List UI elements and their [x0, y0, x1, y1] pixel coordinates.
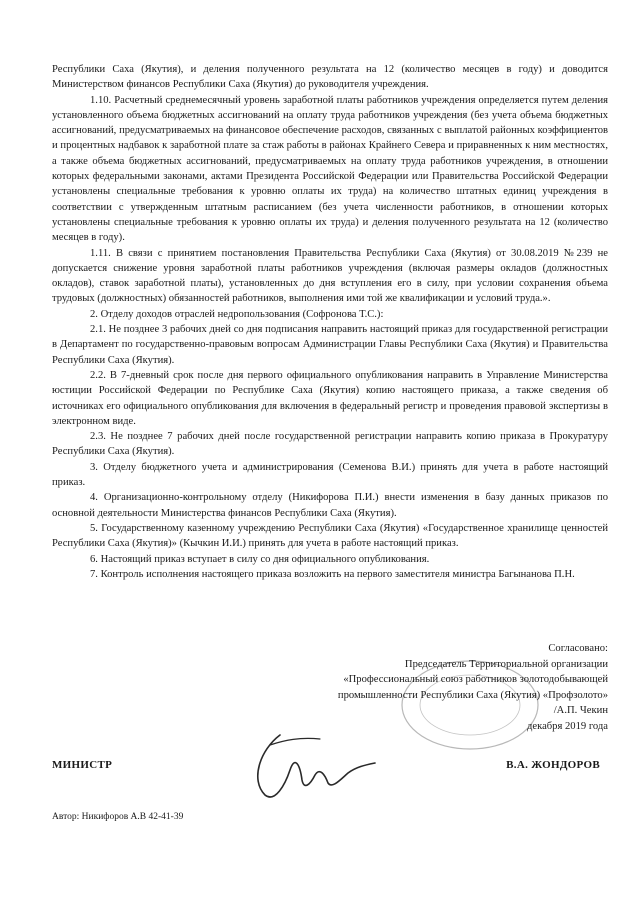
- paragraph-1-10: 1.10. Расчетный среднемесячный уровень заработной платы работников учреждения определяется путем деления установленного объема бюджетных ассигнований на оплату труда работников учреждения (без учета объема бюджетных ассигнований, предусматриваемых на финансовое обеспечение расходов, связанных с выплатой районных коэффициентов и процентных надбавок к заработной плате за стаж работы в районах Крайнего Севера и приравненных к ним местностях, а также объема бюджетных ассигнований, предусматриваемых на оплату труда работников учреждения, в отношении которых федеральными законами, актами Президента Российской Федерации или Правительства Российской Федерации установлены специальные требования к уровню оплаты их труда) на количество штатных единиц учреждения в соответствии с утвержденным штатным расписанием (без учета численности работников, в отношении которых установлены специальные требования к уровню оплаты их труда) и деления полученного результата на 12 (количество месяцев в году).: [52, 94, 608, 244]
- approval-date: декабря 2019 года: [527, 720, 608, 732]
- author-line: Автор: Никифоров А.В 42-41-39: [52, 812, 184, 822]
- approval-block: [278, 641, 608, 734]
- minister-signature: [240, 725, 380, 805]
- approval-signer: /А.П. Чекин: [553, 705, 608, 716]
- paragraph-6: 6. Настоящий приказ вступает в силу со дня официального опубликования.: [90, 553, 430, 565]
- paragraph-2: 2. Отделу доходов отраслей недропользования (Софронова Т.С.):: [90, 308, 384, 320]
- document-body: [52, 62, 608, 582]
- paragraph-continuation: Республики Саха (Якутия), и деления полученного результата на 12 (количество месяцев в году) и доводится Министерством финансов Республики Саха (Якутия) до руководителя учреждения.: [52, 64, 608, 91]
- paragraph-2-2: 2.2. В 7-дневный срок после дня первого официального опубликования направить в Управление Министерства юстиции Российской Федерации по Республике Саха (Якутия) копию настоящего приказа, а также сведения об источниках его официального опубликования для включения в федеральный регистр и проведения правовой экспертизы в электронном виде.: [52, 369, 608, 427]
- paragraph-1-11: 1.11. В связи с принятием постановления Правительства Республики Саха (Якутия) от 30.08.2019 №239 не допускается снижение уровня заработной платы работников учреждения (включая размеры окладов (должностных окладов), ставок заработной платы), установленных до дня вступления его в силу, при условии сохранения объема трудовых (должностных) обязанностей работников, выполнения ими той же квалификации и условий труда.».: [52, 247, 608, 305]
- approval-heading: Согласовано:: [548, 643, 608, 654]
- minister-name: В.А. ЖОНДОРОВ: [506, 759, 600, 771]
- approval-line-3: промышленности Республики Саха (Якутия) «Профзолото»: [337, 689, 608, 701]
- minister-title: МИНИСТР: [52, 759, 113, 771]
- paragraph-4: 4. Организационно-контрольному отделу (Никифорова П.И.) внести изменения в базу данных приказов по основной деятельности Министерства финансов Республики Саха (Якутия).: [52, 492, 608, 519]
- paragraph-5: 5. Государственному казенному учреждению Республики Саха (Якутия) «Государственное хранилище ценностей Республики Саха (Якутия)» (Кычкин И.И.) принять для учета в работе настоящий приказ.: [52, 522, 608, 550]
- paragraph-3: 3. Отделу бюджетного учета и администрирования (Семенова В.И.) принять для учета в работе настоящий приказ.: [52, 461, 608, 489]
- paragraph-7: 7. Контроль исполнения настоящего приказа возложить на первого заместителя министра Багынанова П.Н.: [90, 568, 575, 580]
- paragraph-2-1: 2.1. Не позднее 3 рабочих дней со дня подписания направить настоящий приказ для государственной регистрации в Департамент по государственно-правовым вопросам Администрации Главы Республики Саха (Якутия) и Правительства Республики Саха (Якутия).: [52, 324, 608, 366]
- paragraph-2-3: 2.3. Не позднее 7 рабочих дней после государственной регистрации направить копию приказа в Прокуратуру Республики Саха (Якутия).: [52, 431, 608, 458]
- approval-line-2: «Профессиональный союз работников золотодобывающей: [343, 674, 608, 685]
- approval-line-1: Председатель Территориальной организации: [404, 658, 608, 670]
